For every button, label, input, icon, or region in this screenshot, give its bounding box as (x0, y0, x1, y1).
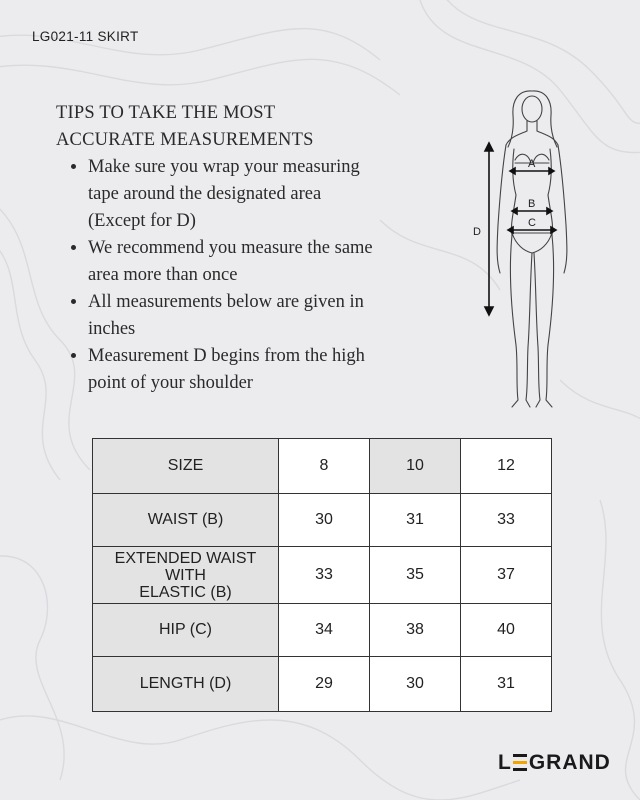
brand-logo-part1: L (498, 751, 512, 774)
size-chart-table (92, 438, 552, 712)
cell-value: 31 (370, 494, 461, 547)
row-label-length: LENGTH (D) (93, 657, 279, 712)
cell-value: 33 (279, 547, 370, 604)
brand-logo (498, 751, 611, 775)
label-b: B (528, 198, 536, 210)
tip-item: • All measurements below are given in inches (88, 289, 376, 343)
tips-list (56, 154, 376, 397)
row-label-waist: WAIST (B) (93, 494, 279, 547)
table-row (93, 547, 552, 604)
cell-value: 8 (279, 439, 370, 494)
cell-value: 34 (279, 604, 370, 657)
measurement-tips (56, 100, 376, 397)
row-label-line: EXTENDED WAIST WITH (114, 549, 257, 584)
cell-value: 40 (461, 604, 552, 657)
cell-value: 33 (461, 494, 552, 547)
tips-title-line2: ACCURATE MEASUREMENTS (56, 130, 314, 150)
tips-title-line1: TIPS TO TAKE THE MOST (56, 103, 276, 123)
row-label-extended-waist (93, 547, 279, 604)
cell-value: 30 (370, 657, 461, 712)
cell-value: 29 (279, 657, 370, 712)
row-label-line: ELASTIC (B) (139, 583, 232, 601)
label-c: C (528, 217, 536, 229)
brand-e-mark-icon (513, 753, 527, 771)
body-measurement-figure (470, 85, 590, 415)
label-a: A (528, 158, 536, 170)
cell-value: 30 (279, 494, 370, 547)
table-row (93, 657, 552, 712)
table-row (93, 494, 552, 547)
cell-value: 38 (370, 604, 461, 657)
tip-item: • Measurement D begins from the high point of your shoulder (88, 343, 376, 397)
table-row (93, 439, 552, 494)
cell-value: 37 (461, 547, 552, 604)
tip-item: • We recommend you measure the same area more than once (88, 235, 376, 289)
table-row (93, 604, 552, 657)
cell-value: 31 (461, 657, 552, 712)
label-d: D (473, 226, 481, 238)
row-label-hip: HIP (C) (93, 604, 279, 657)
cell-value: 35 (370, 547, 461, 604)
tips-title (56, 100, 376, 154)
row-label-size: SIZE (93, 439, 279, 494)
cell-value: 12 (461, 439, 552, 494)
tip-item: • Make sure you wrap your measuring tape around the designated area (Except for D) (88, 154, 376, 235)
brand-logo-part2: GRAND (528, 751, 611, 774)
product-code: LG021-11 SKIRT (32, 29, 139, 44)
cell-value: 10 (370, 439, 461, 494)
